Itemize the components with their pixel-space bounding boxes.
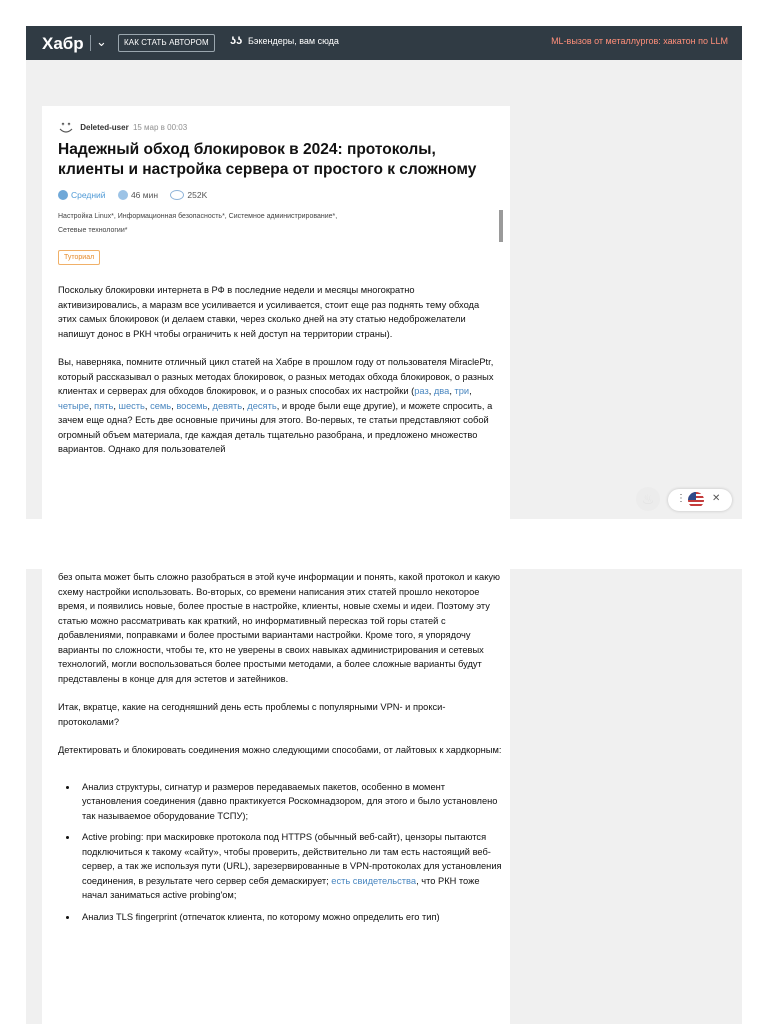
link-8[interactable]: восемь xyxy=(176,400,208,411)
hubs-line[interactable]: Настройка Linux*, Информационная безопасность*, Системное администрирование*, xyxy=(58,213,338,220)
article-viewport-top xyxy=(26,26,742,519)
link-7[interactable]: семь xyxy=(150,400,172,411)
clock-icon xyxy=(118,190,128,200)
hubs-line[interactable]: Сетевые технологии* xyxy=(58,227,128,234)
link-10[interactable]: десять xyxy=(247,400,277,411)
logo-divider xyxy=(90,35,91,51)
paragraph: Детектировать и блокировать соединения можно следующими способами, от лайтовых к хардкорным: xyxy=(58,745,502,755)
publish-date: 15 мар в 00:03 xyxy=(132,122,188,132)
list-item-text: Active probing: при маскировке протокола под HTTPS (обычный веб-сайт), цензоры пытаются подключиться к такому «сайту», чтобы проверить, действительно ли там есть настоящий веб-сервер, а так же используя пути (URL), зарезервированные в VPN-протоколах для установления соединения, в результате чего сервер себя демаскирует; xyxy=(82,832,502,886)
article-body xyxy=(58,283,498,471)
article-card xyxy=(42,106,510,519)
more-icon[interactable]: ⋮ xyxy=(676,493,686,504)
chevron-down-icon[interactable]: ⌄ xyxy=(96,34,107,49)
flame-icon[interactable]: ♨ xyxy=(636,487,660,511)
paragraph-text: Вы, наверняка, помните отличный цикл статей на Хабре в прошлом году от пользователя MiraclePtr, который рассказывал о разных методах блокировок, о разных методах обхода блокировок, о разных клиентах и серверах для обходов блокировок, и о разных способах их настройки ( xyxy=(58,357,494,396)
translator-widget[interactable] xyxy=(668,489,732,511)
list-item xyxy=(78,830,502,903)
how-to-become-author-button[interactable]: КАК СТАТЬ АВТОРОМ xyxy=(118,34,215,52)
list-item-text: , что РКН тоже начал заниматься active probing'ом; xyxy=(82,875,480,900)
difficulty-level: Средний xyxy=(71,189,106,200)
author-line xyxy=(58,120,187,136)
link-9[interactable]: девять xyxy=(212,400,243,411)
link-1[interactable]: раз xyxy=(414,386,429,396)
article-meta xyxy=(58,189,207,203)
avatar-icon[interactable] xyxy=(58,120,74,134)
link-2[interactable]: два xyxy=(433,386,450,396)
article-viewport-bottom xyxy=(26,569,742,1024)
top-navbar xyxy=(26,26,742,60)
hackathon-promo-link[interactable]: ML-вызов от металлургов: хакатон по LLM xyxy=(551,36,728,46)
hubs-list xyxy=(58,210,488,238)
paragraph: без опыта может быть сложно разобраться в этой куче информации и понять, какой протокол и какую схему настройки использовать. Во-вторых, со времени написания этих статей прошло некоторое время, и появились новые, более простые в настройке, клиенты, новые схемы и идеи. Поэтому эту статью можно рассматривать как краткий, но информативный пересказ той горы статей с добавлениями, поправками и более простыми вариантами настройки. Кроме того, я упорядочу варианты по сложности, чтобы те, кто не уверены в своих навыках администрирования и сетевых технологий, могли воспользоваться более простыми методами, а более сложные варианты будут представлены в конце для для эстетов и затейников. xyxy=(58,572,501,684)
article-title: Надежный обход блокировок в 2024: протоколы, клиенты и настройка сервера от простого к сложному xyxy=(58,141,477,178)
link-6[interactable]: шесть xyxy=(118,400,145,411)
paragraph: Итак, вкратце, какие на сегодняшний день есть проблемы с популярными VPN- и прокси-протоколами? xyxy=(58,702,446,727)
article-card-continued xyxy=(42,569,510,1024)
habr-logo[interactable]: Хабр xyxy=(42,34,84,53)
link-5[interactable]: пять xyxy=(94,400,114,411)
tutorial-badge[interactable]: Туториал xyxy=(58,250,100,265)
list-item: • Анализ TLS fingerprint (отпечаток клиента, по которому можно определить его тип) xyxy=(78,910,502,925)
views-count: 252K xyxy=(187,189,208,200)
link-3[interactable]: три xyxy=(454,386,470,396)
eye-icon xyxy=(170,190,184,200)
promo-icon: ʖʖ xyxy=(230,35,243,47)
level-icon xyxy=(58,190,68,200)
promo-link[interactable]: Бэкендеры, вам сюда xyxy=(248,36,339,46)
paragraph: Вы, наверняка, помните отличный цикл статей на Хабре в прошлом году от пользователя MiraclePtr, который рассказывал о разных методах блокировок, о разных методах обхода блокировок, о разных клиентах и серверах для обходов блокировок, и о разных способах их настройки (раз, два, три, четыре, пять, шесть, семь, восемь, девять, десять, и вроде были еще другие), и можете спросить, а зачем еще одна? Есть две основные причины для этого. Во-первых, те статьи представляют собой огромный объем материала, где каждая деталь тщательно разобрана, и предложено множество вариантов. Однако для пользователей xyxy=(58,357,494,454)
scrollbar-thumb[interactable] xyxy=(499,210,503,242)
read-time: 46 мин xyxy=(130,189,159,200)
paragraph-text: , и вроде были еще другие), и можете спросить, а зачем еще одна? Есть две основные причины для этого. Во-первых, те статьи представляют собой огромный объем материала, где каждая деталь тщательно разобрана, и предложено множество вариантов. Однако для пользователей xyxy=(58,400,493,454)
article-body-continued xyxy=(58,570,502,931)
close-icon[interactable]: ✕ xyxy=(712,493,721,504)
us-flag-icon[interactable] xyxy=(688,492,704,508)
evidence-link[interactable]: есть свидетельства xyxy=(331,875,417,886)
link-4[interactable]: четыре xyxy=(58,400,89,411)
paragraph: Поскольку блокировки интернета в РФ в последние недели и месяцы многократно активизировались, а маразм все усиливается и усиливается, стоит еще раз поднять тему обхода этих самых блокировок (и делаем ставки, через сколько дней на эту статью недоброжелатели напишут донос в РКН чтобы ограничить к ней доступ на территории страны). xyxy=(58,285,480,339)
author-name[interactable]: Deleted-user xyxy=(80,122,129,132)
methods-list xyxy=(58,780,502,925)
list-item: • Анализ структуры, сигнатур и размеров передаваемых пакетов, особенно в момент установления соединения (давно практикуется Роскомнадзором, для этого и было установлено так называемое оборудование ТСПУ); xyxy=(78,780,502,824)
